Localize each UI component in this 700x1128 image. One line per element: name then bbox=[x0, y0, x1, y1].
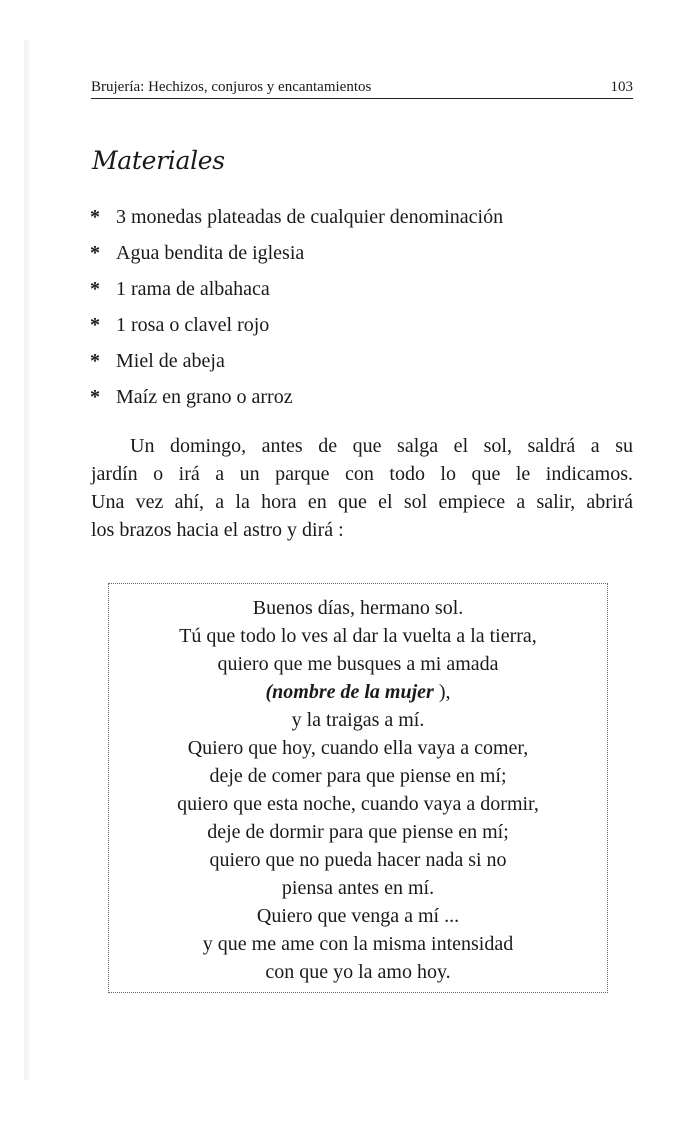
materials-list bbox=[90, 202, 503, 418]
prayer-text bbox=[109, 594, 607, 986]
list-item bbox=[90, 202, 503, 238]
prayer-line: quiero que esta noche, cuando vaya a dormir, bbox=[177, 793, 539, 815]
paragraph-line: Una vez ahí, a la hora en que el sol empiece a salir, abrirá bbox=[91, 491, 633, 513]
bullet-asterisk: * bbox=[90, 386, 100, 408]
bullet-asterisk: * bbox=[90, 206, 100, 228]
prayer-line: deje de dormir para que piense en mí; bbox=[207, 821, 509, 843]
prayer-line: piensa antes en mí. bbox=[281, 877, 435, 899]
prayer-line: Quiero que venga a mí ... bbox=[256, 905, 460, 927]
prayer-line: quiero que me busques a mi amada bbox=[217, 653, 499, 675]
prayer-box bbox=[108, 583, 608, 993]
list-item-text: Agua bendita de iglesia bbox=[116, 242, 305, 264]
list-item-text: 1 rama de albahaca bbox=[116, 278, 270, 300]
list-item-text: 1 rosa o clavel rojo bbox=[116, 314, 270, 336]
prayer-line: Quiero que hoy, cuando ella vaya a comer, bbox=[187, 737, 529, 759]
list-item-text: 3 monedas plateadas de cualquier denominación bbox=[116, 206, 504, 228]
prayer-line: y la traigas a mí. bbox=[291, 709, 425, 731]
open-paren: ( bbox=[265, 681, 273, 703]
paragraph-line: jardín o irá a un parque con todo lo que le indicamos. bbox=[91, 463, 633, 485]
prayer-line: deje de comer para que piense en mí; bbox=[209, 765, 507, 787]
name-placeholder: nombre de la mujer bbox=[272, 681, 434, 703]
prayer-line: Tú que todo lo ves al dar la vuelta a la tierra, bbox=[179, 625, 537, 647]
paragraph-line: Un domingo, antes de que salga el sol, saldrá a su bbox=[130, 435, 633, 457]
prayer-line: Buenos días, hermano sol. bbox=[252, 597, 464, 619]
running-header bbox=[91, 78, 633, 99]
instructions-paragraph bbox=[91, 432, 633, 544]
bullet-asterisk: * bbox=[90, 350, 100, 372]
bullet-asterisk: * bbox=[90, 242, 100, 264]
list-item bbox=[90, 382, 503, 418]
list-item bbox=[90, 238, 503, 274]
section-title: Materiales bbox=[92, 146, 225, 175]
prayer-line: y que me ame con la misma intensidad bbox=[202, 933, 514, 955]
bullet-asterisk: * bbox=[90, 314, 100, 336]
page-gutter-shadow bbox=[24, 40, 30, 1080]
bullet-asterisk: * bbox=[90, 278, 100, 300]
paragraph-line: los brazos hacia el astro y dirá : bbox=[91, 519, 344, 541]
list-item bbox=[90, 274, 503, 310]
list-item bbox=[90, 346, 503, 382]
close-paren: ), bbox=[433, 681, 451, 703]
prayer-line: con que yo la amo hoy. bbox=[265, 961, 451, 983]
book-title: Brujería: Hechizos, conjuros y encantamientos bbox=[91, 79, 372, 95]
page-number: 103 bbox=[610, 79, 633, 95]
list-item-text: Miel de abeja bbox=[116, 350, 225, 372]
prayer-name-line bbox=[109, 678, 607, 706]
prayer-line: quiero que no pueda hacer nada si no bbox=[209, 849, 507, 871]
list-item bbox=[90, 310, 503, 346]
list-item-text: Maíz en grano o arroz bbox=[116, 386, 293, 408]
